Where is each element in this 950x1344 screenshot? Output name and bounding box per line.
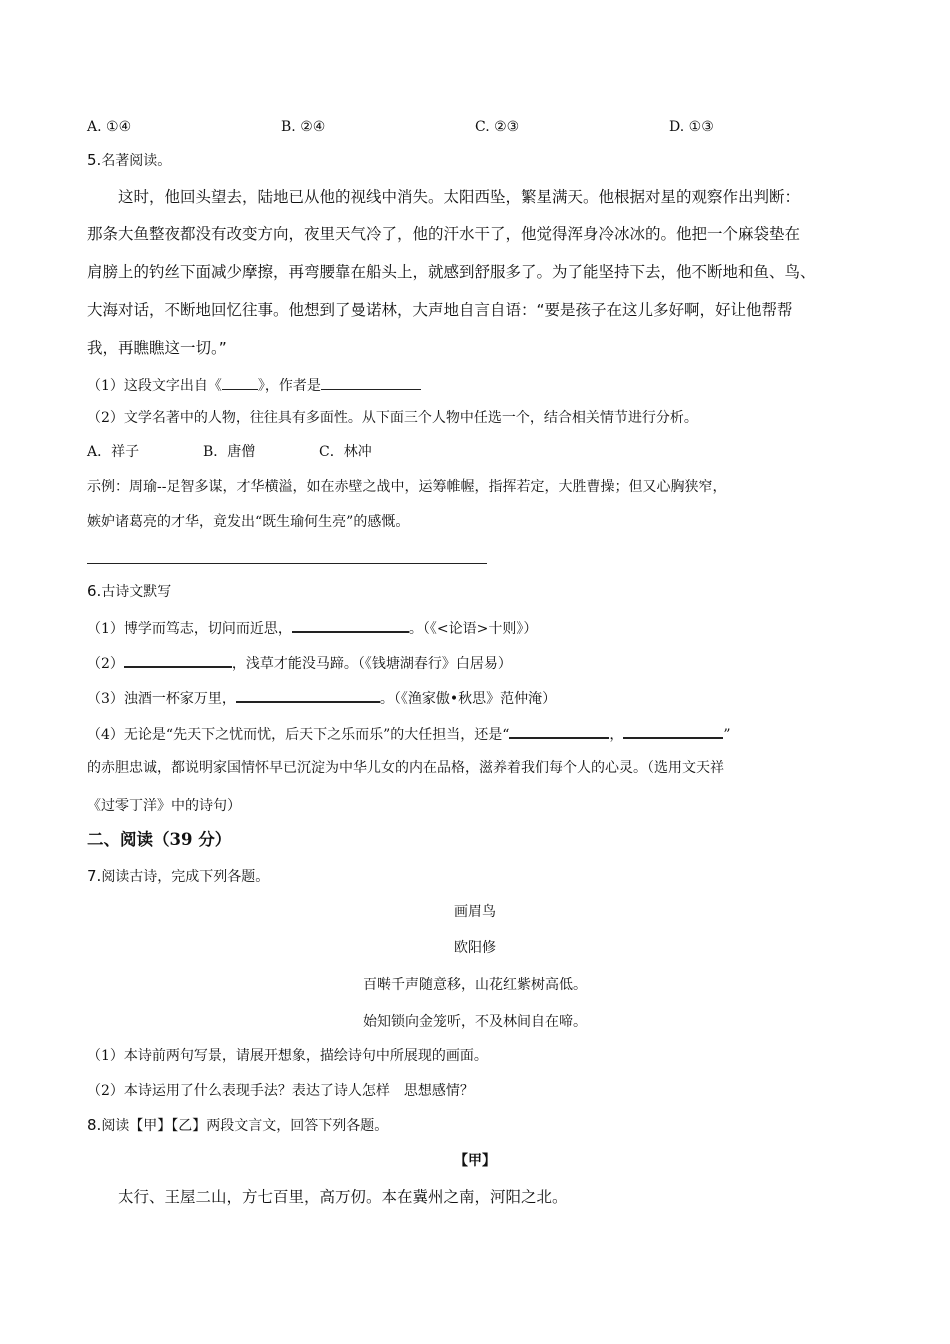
item-text-a: （3）浊酒一杯家万里， [87, 691, 236, 707]
q6-heading [87, 581, 171, 602]
q4-option-d [669, 117, 714, 137]
question-title: 古诗文默写 [101, 584, 172, 600]
q4-option-c [475, 117, 519, 137]
q8-heading [87, 1115, 388, 1136]
fill-blank[interactable] [292, 616, 409, 633]
question-number: 5. [87, 151, 102, 169]
sub1-text-a: （1）这段文字出自《 [87, 378, 222, 394]
answer-line[interactable] [87, 563, 487, 564]
question-title: 阅读古诗，完成下列各题。 [101, 869, 270, 885]
passage-jia-label: 【甲】 [454, 1153, 496, 1169]
item-close-quote: ” [723, 727, 731, 743]
option-letter: B. [281, 119, 296, 135]
q6-item-4 [87, 722, 731, 745]
q5-heading [87, 150, 171, 171]
question-title: 阅读【甲】【乙】两段文言文，回答下列各题。 [101, 1118, 389, 1134]
q6-item-1 [87, 616, 537, 639]
author-blank[interactable] [321, 374, 421, 390]
poem-title: 画眉鸟 [454, 904, 496, 920]
q5-passage-line-4: 大海对话，不断地回忆往事。他想到了曼诺林，大声地自言自语：“要是孩子在这儿多好啊，好让他帮帮 [87, 301, 793, 319]
q5-passage-line-5: 我，再瞧瞧这一切。” [87, 339, 227, 357]
poem-line-2: 始知锁向金笼听，不及林间自在啼。 [363, 1014, 587, 1030]
item-text-b: 。（《<论语>十则》） [408, 621, 538, 637]
question-number: 6. [87, 582, 102, 600]
passage-jia-line-1: 太行、王屋二山，方七百里，高万仞。本在冀州之南，河阳之北。 [118, 1188, 568, 1206]
q4-option-b [281, 117, 325, 137]
fill-blank[interactable] [124, 651, 232, 668]
q7-heading [87, 866, 269, 887]
q5-sub2: （2）文学名著中的人物，往往具有多面性。从下面三个人物中任选一个，结合相关情节进行分析。 [87, 410, 698, 426]
fill-blank[interactable] [509, 722, 609, 739]
option-letter: C. [475, 119, 490, 135]
item-text-a: （1）博学而笃志，切问而近思， [87, 621, 292, 637]
q5-passage-line-2: 那条大鱼整夜都没有改变方向，夜里天气冷了，他的汗水干了，他觉得浑身冷冰冰的。他把一个麻袋垫在 [87, 225, 801, 243]
q5-sub1 [87, 374, 421, 396]
q5-choice-a: A．祥子 [87, 444, 140, 460]
option-text: ②④ [300, 119, 326, 135]
q5-choice-c: C．林冲 [319, 444, 372, 460]
q6-item-4-line-2: 的赤胆忠诚，都说明家国情怀早已沉淀为中华儿女的内在品格，滋养着我们每个人的心灵。（选用文天祥 [87, 760, 724, 776]
q6-item-2 [87, 651, 512, 674]
book-title-blank[interactable] [222, 374, 258, 390]
option-letter: D. [669, 119, 685, 135]
q5-example-line-1: 示例：周瑜--足智多谋，才华横溢，如在赤壁之战中，运筹帷幄，指挥若定，大胜曹操；但又心胸狭窄， [87, 479, 727, 495]
option-text: ①④ [106, 119, 132, 135]
item-text-a: （2） [87, 656, 124, 672]
q7-sub2: （2）本诗运用了什么表现手法？表达了诗人怎样 思想感情？ [87, 1083, 474, 1099]
section-heading: 二、阅读（39 分） [87, 830, 232, 849]
question-number: 7. [87, 867, 102, 885]
q5-passage-line-1: 这时，他回头望去，陆地已从他的视线中消失。太阳西坠，繁星满天。他根据对星的观察作出判断： [118, 188, 801, 206]
question-number: 8. [87, 1116, 102, 1134]
fill-blank[interactable] [623, 722, 723, 739]
q5-passage-line-3: 肩膀上的钓丝下面减少摩擦，再弯腰靠在船头上，就感到舒服多了。为了能坚持下去，他不断地和鱼、鸟、 [87, 263, 816, 281]
item-text-b: 。（《渔家傲•秋思》范仲淹） [379, 691, 557, 707]
q5-example-line-2: 嫉妒诸葛亮的才华，竟发出“既生瑜何生亮”的感慨。 [87, 514, 410, 530]
q7-sub1: （1）本诗前两句写景，请展开想象，描绘诗句中所展现的画面。 [87, 1048, 488, 1064]
item-text-b: ，浅草才能没马蹄。（《钱塘湖春行》白居易） [231, 656, 512, 672]
fill-blank[interactable] [236, 686, 380, 703]
option-text: ②③ [494, 119, 520, 135]
option-letter: A. [87, 119, 102, 135]
option-text: ①③ [688, 119, 714, 135]
sub1-text-b: 》，作者是 [257, 378, 321, 394]
q4-option-a [87, 117, 131, 137]
q6-item-4-line-3: 《过零丁洋》中的诗句） [87, 798, 241, 814]
poem-author: 欧阳修 [454, 940, 496, 956]
item-comma: ， [609, 727, 624, 743]
item-text-a: （4）无论是“先天下之忧而忧，后天下之乐而乐”的大任担当，还是“ [87, 727, 510, 743]
q5-choice-b: B．唐僧 [203, 444, 256, 460]
poem-line-1: 百啭千声随意移，山花红紫树高低。 [363, 977, 587, 993]
question-title: 名著阅读。 [101, 153, 172, 169]
q6-item-3 [87, 686, 556, 709]
